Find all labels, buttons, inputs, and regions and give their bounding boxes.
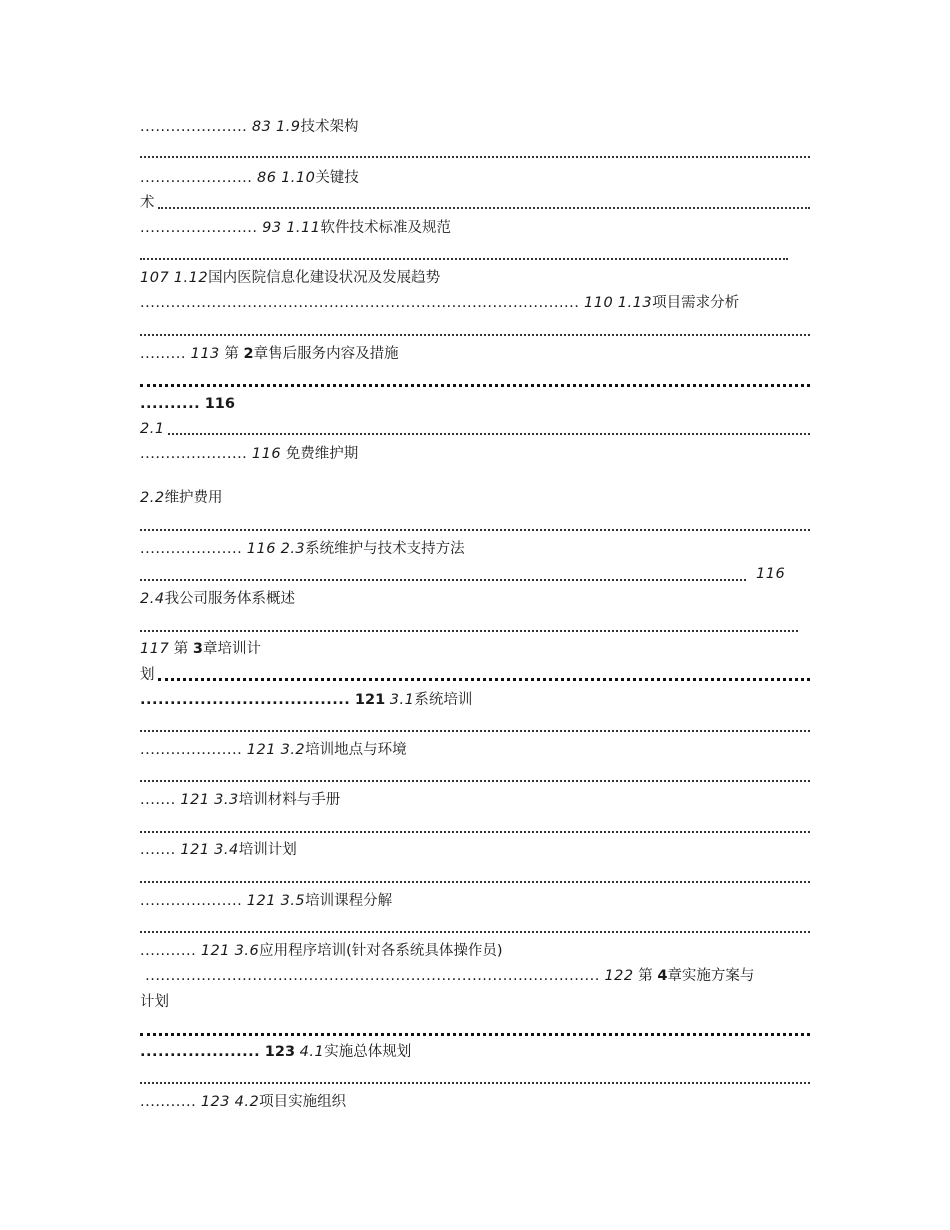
toc-page-number: 93 (262, 220, 282, 236)
toc-section-number: 3.3 (214, 792, 239, 808)
toc-section-number: 1.10 (281, 170, 316, 186)
toc-page-number: 121 (180, 792, 210, 808)
toc-page-number: 121 (200, 943, 230, 959)
dot-leader: ......... (140, 346, 186, 362)
dot-leader (158, 662, 810, 681)
dot-leader (140, 1066, 810, 1084)
toc-section-title: 实施总体规划 (324, 1044, 412, 1060)
toc-chapter-number: 3 (192, 641, 203, 657)
dot-leader (168, 417, 810, 435)
dot-leader (140, 1017, 810, 1036)
toc-page-number: 121 (246, 742, 276, 758)
toc-section-number: 1.12 (173, 270, 209, 286)
dot-leader: .................... (140, 541, 243, 557)
toc-page-number: 123 (264, 1044, 296, 1060)
dot-leader: ................................... (140, 692, 351, 708)
toc-section-title: 系统维护与技术支持方法 (305, 541, 465, 557)
toc-chapter-prefix: 第 (173, 641, 189, 657)
toc-line (140, 941, 810, 961)
toc-section-title: 系统培训 (414, 692, 473, 708)
dot-leader (158, 191, 810, 209)
toc-page-number: 107 (140, 270, 170, 286)
dot-leader (140, 915, 810, 933)
dot-leader (140, 815, 810, 833)
toc-line (140, 1092, 810, 1112)
dot-leader (140, 242, 788, 260)
dot-leader (140, 714, 810, 732)
toc-page-number: 116 (756, 566, 786, 582)
toc-section-number: 1.11 (286, 220, 321, 236)
dot-leader (140, 614, 798, 632)
toc-line (140, 218, 810, 238)
dot-leader: .......... (140, 396, 201, 412)
toc-page-number: 116 (204, 396, 235, 412)
toc-chapter-title: 章售后服务内容及措施 (253, 346, 399, 362)
dot-leader (140, 865, 810, 883)
toc-section-number: 2.2 (140, 490, 165, 506)
toc-line (140, 394, 810, 414)
dot-leader: .................... (140, 742, 243, 758)
toc-page-number: 113 (190, 346, 220, 362)
toc-section-title: 项目需求分析 (652, 295, 740, 311)
toc-section-number: 4.2 (234, 1094, 260, 1110)
toc-line (756, 564, 810, 584)
dot-leader (140, 368, 810, 387)
toc-line (140, 488, 810, 508)
toc-line (140, 891, 810, 911)
dot-leader: ...................... (140, 170, 253, 186)
toc-section-title: 我公司服务体系概述 (164, 591, 296, 607)
toc-page-number: 116 (246, 541, 276, 557)
dot-leader: ..................... (140, 446, 248, 462)
toc-line (140, 344, 810, 364)
toc-section-number: 3.5 (280, 893, 306, 909)
toc-line (140, 293, 810, 313)
toc-line (140, 117, 810, 137)
toc-section-number: 3.1 (389, 692, 415, 708)
toc-title-continuation: 术 (140, 195, 155, 211)
dot-leader: .................... (140, 1044, 261, 1060)
toc-page-number: 121 (354, 692, 386, 708)
toc-line (140, 966, 810, 986)
toc-chapter-prefix: 第 (224, 346, 239, 362)
dot-leader: ........... (140, 943, 197, 959)
toc-page-number: 122 (604, 968, 634, 984)
toc-line (140, 168, 810, 188)
toc-line (140, 992, 810, 1012)
toc-line (140, 690, 810, 710)
toc-section-title: 国内医院信息化建设状况及发展趋势 (208, 270, 441, 286)
toc-chapter-prefix: 第 (638, 968, 653, 984)
dot-leader: ....... (140, 792, 176, 808)
toc-section-number: 1.13 (617, 295, 653, 311)
dot-leader (140, 764, 810, 782)
toc-title-continuation: 划 (140, 667, 155, 683)
toc-section-title: 维护费用 (164, 490, 223, 506)
toc-line (140, 444, 810, 464)
toc-section-title: 培训材料与手册 (238, 792, 341, 808)
dot-leader: ...................................................................................... (140, 295, 580, 311)
toc-page-number: 117 (140, 641, 170, 657)
toc-section-number: 3.4 (214, 842, 239, 858)
toc-chapter-title: 章实施方案与 (667, 968, 755, 984)
toc-chapter-number: 4 (657, 968, 668, 984)
toc-section-number: 3.6 (234, 943, 260, 959)
toc-section-number: 2.4 (140, 591, 165, 607)
toc-page-number: 123 (200, 1094, 230, 1110)
toc-page-number: 116 (251, 446, 282, 462)
toc-line (140, 639, 810, 659)
toc-section-number: 4.1 (299, 1044, 325, 1060)
toc-line (140, 740, 810, 760)
toc-line (140, 1042, 810, 1062)
toc-section-title: 免费维护期 (285, 446, 359, 462)
dot-leader: ..................... (140, 119, 248, 135)
toc-page-number: 121 (180, 842, 210, 858)
toc-line (140, 790, 810, 810)
dot-leader: ....... (140, 842, 176, 858)
toc-section-title: 软件技术标准及规范 (320, 220, 451, 236)
toc-page-number: 86 (257, 170, 277, 186)
dot-leader (140, 563, 746, 581)
dot-leader: ......................................................................................... (140, 968, 600, 984)
toc-section-title: 应用程序培训(针对各系统具体操作员) (259, 943, 503, 959)
toc-line (140, 539, 810, 559)
toc-section-title: 技术架构 (300, 119, 359, 135)
toc-section-title: 培训计划 (238, 842, 297, 858)
dot-leader: ........... (140, 1094, 197, 1110)
toc-chapter-title: 章培训计 (203, 641, 261, 657)
toc-section-title: 项目实施组织 (259, 1094, 347, 1110)
dot-leader: .................... (140, 893, 243, 909)
toc-line (140, 268, 810, 288)
toc-section-number: 2.1 (140, 421, 165, 437)
toc-page-number: 110 (584, 295, 614, 311)
toc-section-number: 1.9 (275, 119, 301, 135)
toc-section-number: 3.2 (280, 742, 306, 758)
toc-section-title: 培训课程分解 (305, 893, 393, 909)
toc-section-title: 培训地点与环境 (305, 742, 407, 758)
toc-chapter-number: 2 (243, 346, 254, 362)
toc-section-number: 2.3 (280, 541, 306, 557)
toc-line (140, 589, 810, 609)
toc-line (140, 840, 810, 860)
dot-leader (140, 140, 810, 158)
toc-page-number: 121 (246, 893, 276, 909)
toc-section-title: 关键技 (315, 170, 359, 186)
dot-leader: ....................... (140, 220, 258, 236)
dot-leader (140, 513, 810, 531)
toc-title-continuation: 计划 (140, 994, 169, 1010)
toc-page-number: 83 (251, 119, 272, 135)
dot-leader (140, 318, 810, 336)
